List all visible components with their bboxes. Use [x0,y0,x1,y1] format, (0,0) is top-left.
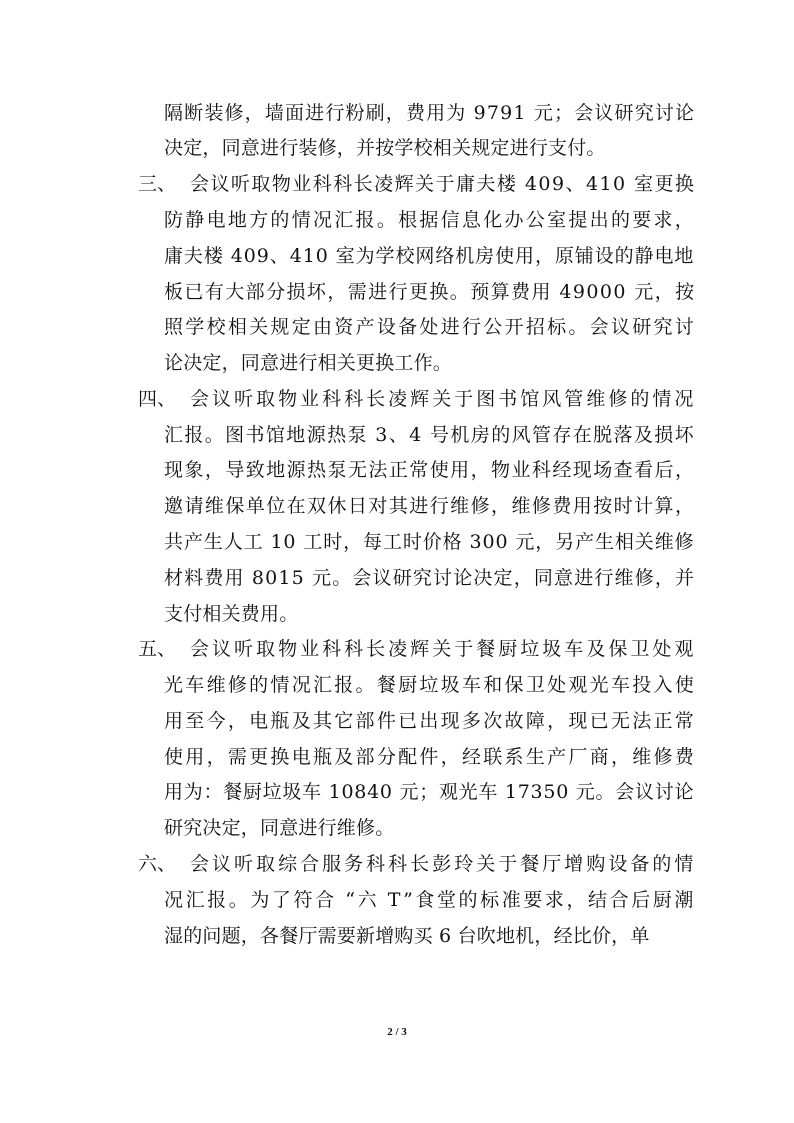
paragraph-line: 邀请维保单位在双休日对其进行维修，维修费用按时计算， [164,495,696,517]
paragraph-line: 用至今，电瓶及其它部件已出现多次故障，现已无法正常 [164,710,697,732]
paragraph-line: 板已有大部分损坏，需进行更换。预算费用 49000 元，按 [164,281,696,303]
item-number: 三、 [138,173,177,195]
item-number: 四、 [138,388,177,410]
paragraph-line: 决定，同意进行装修，并按学校相关规定进行支付。 [164,137,606,159]
paragraph-line: 庸夫楼 409、410 室为学校网络机房使用，原铺设的静电地 [164,245,695,267]
paragraph-line: 会议听取综合服务科科长彭玲关于餐厅增购设备的情 [190,853,697,875]
paragraph-line: 会议听取物业科科长凌辉关于餐厨垃圾车及保卫处观 [190,638,697,660]
paragraph-line: 汇报。图书馆地源热泵 3、4 号机房的风管存在脱落及损坏 [164,424,696,446]
paragraph-line: 防静电地方的情况汇报。根据信息化办公室提出的要求， [164,209,697,231]
paragraph-line: 材料费用 8015 元。会议研究讨论决定，同意进行维修，并 [164,567,696,589]
paragraph-line: 共产生人工 10 工时，每工时价格 300 元，另产生相关维修 [164,531,695,553]
paragraph-line: 照学校相关规定由资产设备处进行公开招标。会议研究讨 [164,316,697,338]
paragraph-line: 使用，需更换电瓶及部分配件，经联系生产厂商，维修费 [164,746,697,768]
paragraph-line: 隔断装修，墙面进行粉刷，费用为 9791 元；会议研究讨论 [164,102,696,124]
item-number: 五、 [138,638,177,660]
page-number: 2 / 3 [387,1026,407,1038]
paragraph-line: 现象，导致地源热泵无法正常使用，物业科经现场查看后， [164,459,696,481]
paragraph-line: 研究决定，同意进行维修。 [164,817,395,839]
paragraph-line: 支付相关费用。 [164,603,299,625]
paragraph-line: 况汇报。为了符合 “六 T”食堂的标准要求，结合后厨潮 [164,889,696,911]
paragraph-line: 会议听取物业科科长凌辉关于图书馆风管维修的情况 [190,388,697,410]
paragraph-line: 论决定，同意进行相关更换工作。 [164,352,453,374]
paragraph-line: 湿的问题，各餐厅需要新增购买 6 台吹地机，经比价，单 [164,925,650,947]
paragraph-line: 光车维修的情况汇报。餐厨垃圾车和保卫处观光车投入使 [164,674,697,696]
paragraph-line: 用为：餐厨垃圾车 10840 元；观光车 17350 元。会议讨论 [164,781,695,803]
item-number: 六、 [138,853,177,875]
paragraph-line: 会议听取物业科科长凌辉关于庸夫楼 409、410 室更换 [190,173,696,195]
